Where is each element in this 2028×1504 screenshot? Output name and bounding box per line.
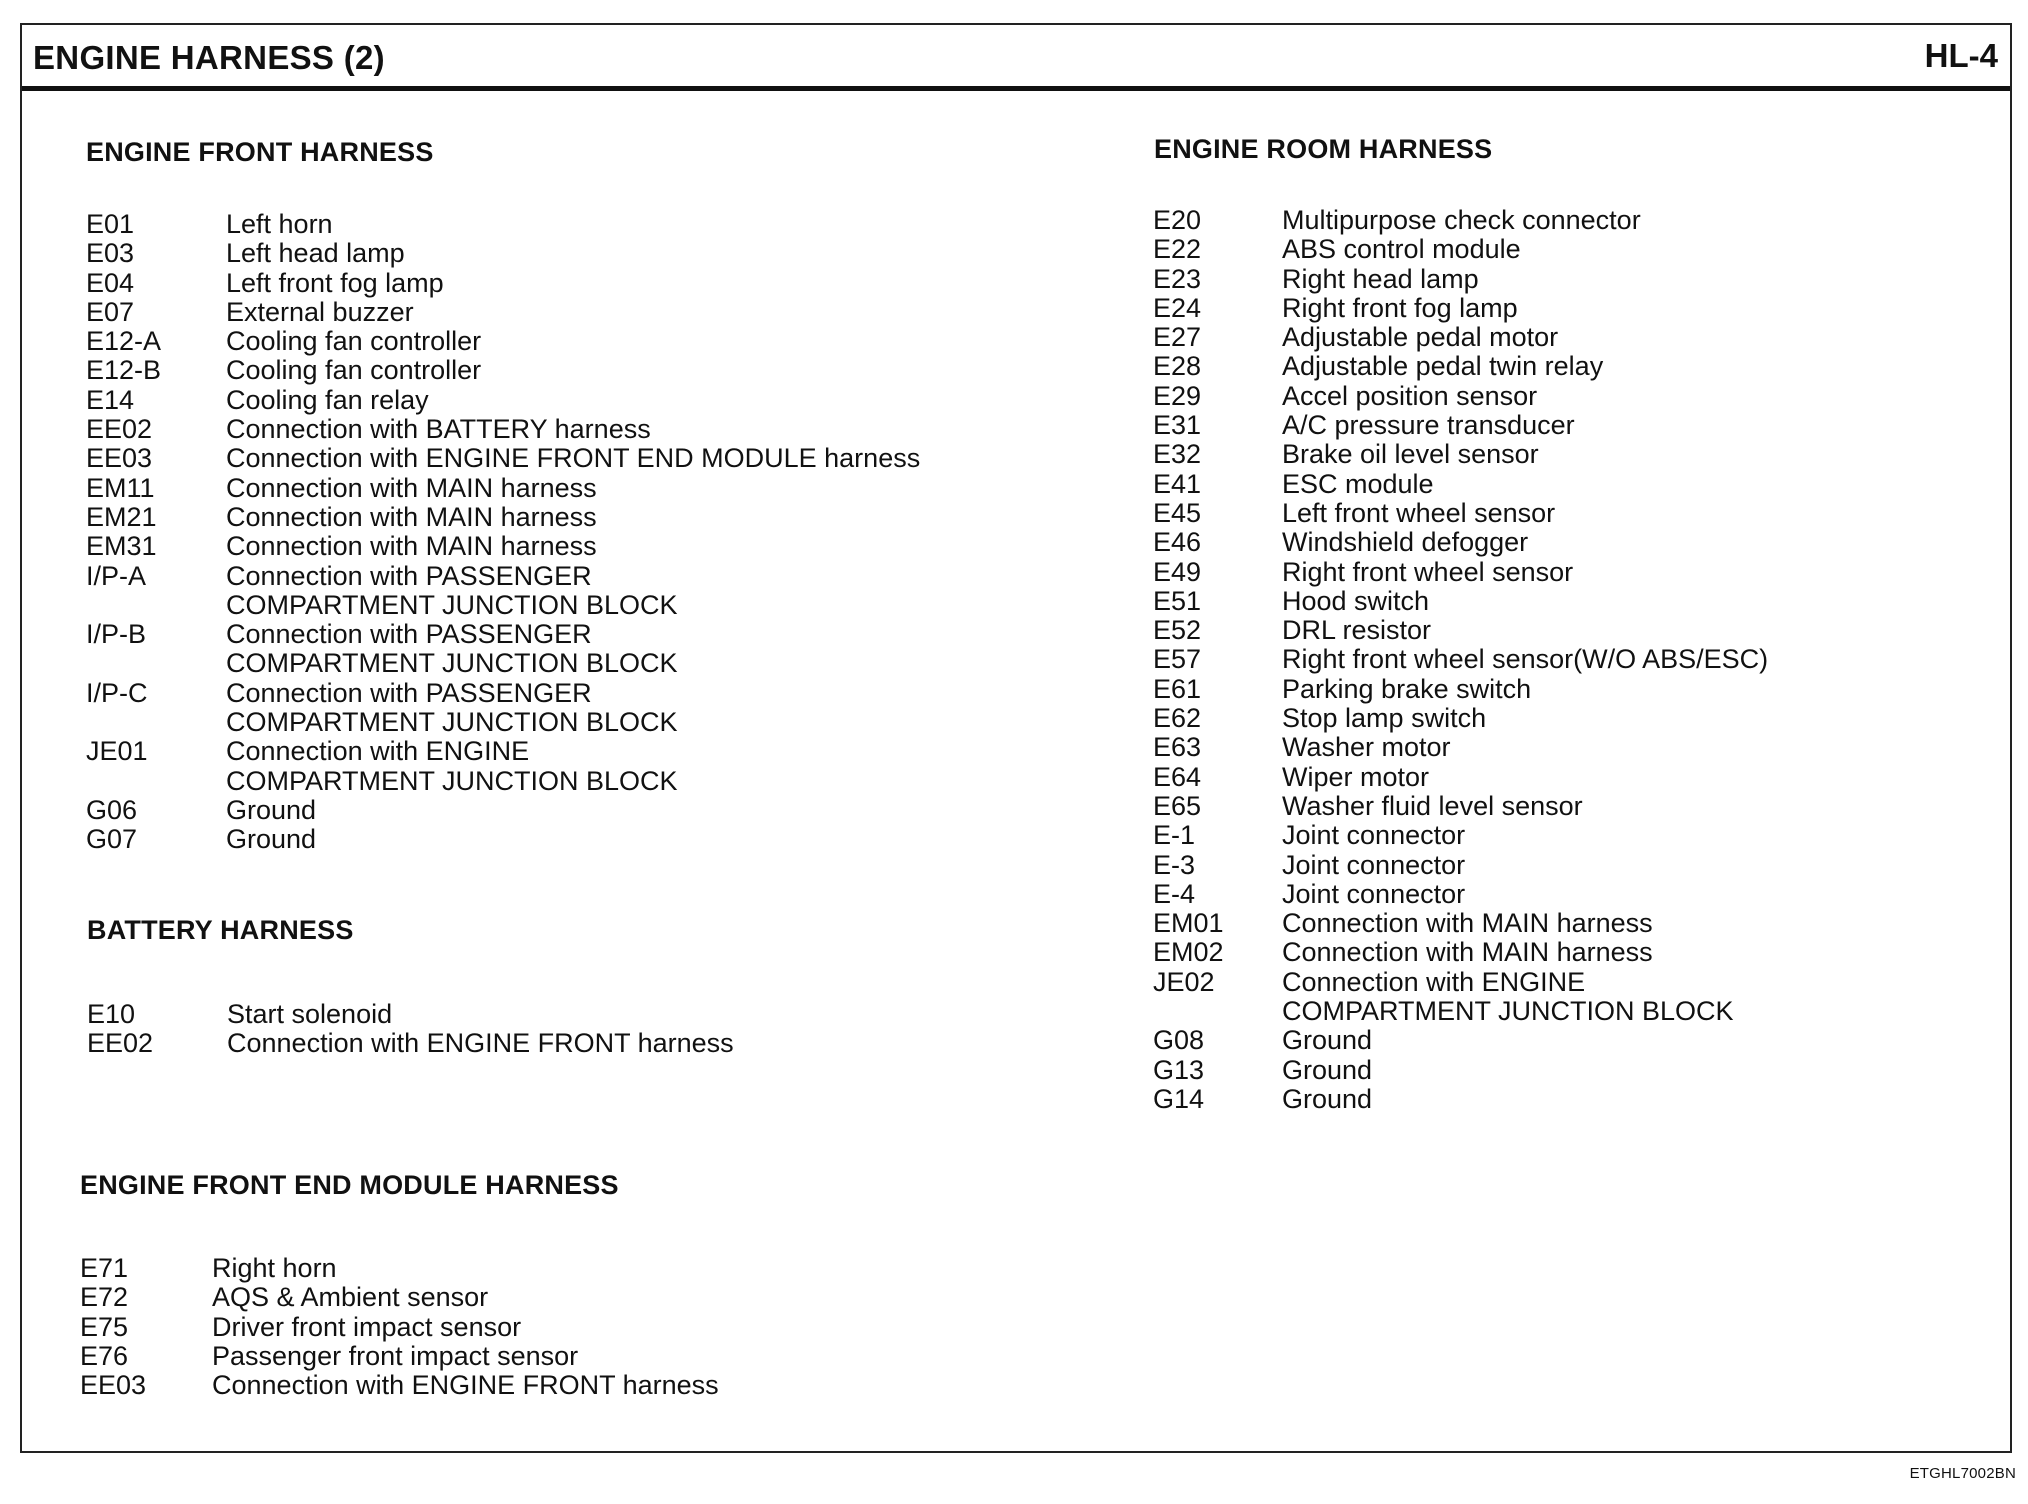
connector-code: E20	[1153, 205, 1202, 235]
connector-description: Connection with ENGINE FRONT harness	[212, 1370, 719, 1401]
connector-row	[1153, 499, 1993, 528]
connector-description: Left horn	[226, 209, 333, 239]
connector-row	[87, 1029, 1087, 1058]
connector-row	[86, 327, 1086, 356]
connector-description: Driver front impact sensor	[212, 1311, 522, 1342]
connector-description: Washer fluid level sensor	[1282, 790, 1583, 821]
connector-description: Ground	[1282, 1083, 1373, 1114]
connector-description: Ground	[1282, 1025, 1373, 1056]
connector-row	[1153, 821, 1993, 850]
section-title-engine-front: ENGINE FRONT HARNESS	[86, 137, 434, 167]
connector-description: Adjustable pedal motor	[1282, 322, 1559, 353]
connector-description: Connection with MAIN harness	[226, 501, 597, 532]
connector-row	[80, 1254, 1080, 1283]
connector-code: E49	[1153, 556, 1202, 587]
connector-code: E12-A	[86, 326, 162, 357]
connector-description: Cooling fan controller	[226, 326, 482, 357]
connector-description: Passenger front impact sensor	[212, 1340, 579, 1371]
connector-code: G13	[1153, 1054, 1205, 1085]
connector-description: DRL resistor	[1282, 615, 1432, 646]
connector-description: Connection with PASSENGER COMPARTMENT JUNCTION BLOCK	[226, 619, 678, 679]
connector-description: Right front fog lamp	[1282, 292, 1518, 323]
connector-row	[86, 532, 1086, 561]
connector-row	[80, 1371, 1080, 1400]
connector-code: E29	[1153, 380, 1202, 411]
page-code: HL-4	[1924, 37, 1998, 74]
connector-code: E46	[1153, 527, 1202, 558]
connector-code: E64	[1153, 761, 1202, 792]
connector-row	[1153, 470, 1993, 499]
connector-row	[1153, 675, 1993, 704]
connector-code: E07	[86, 296, 135, 327]
connector-list-engine-front	[86, 210, 1086, 855]
connector-code: G08	[1153, 1025, 1205, 1056]
connector-description: Multipurpose check connector	[1282, 205, 1641, 235]
connector-description: Connection with ENGINE COMPARTMENT JUNCTION BLOCK	[1282, 966, 1734, 1027]
connector-code: E23	[1153, 263, 1202, 294]
page-title: ENGINE HARNESS (2)	[33, 39, 385, 76]
connector-code: E57	[1153, 644, 1202, 675]
connector-description: Connection with PASSENGER COMPARTMENT JUNCTION BLOCK	[226, 677, 678, 738]
connector-list-front-end-module	[80, 1254, 1080, 1400]
connector-code: E-4	[1153, 878, 1196, 909]
connector-code: I/P-A	[86, 560, 147, 591]
connector-row	[1153, 704, 1993, 733]
connector-description: Left front fog lamp	[226, 267, 444, 298]
connector-description: Windshield defogger	[1282, 527, 1529, 558]
connector-description: Ground	[1282, 1054, 1373, 1085]
connector-description: Ground	[226, 824, 317, 855]
connector-description: Left head lamp	[226, 238, 405, 269]
connector-row	[86, 620, 1086, 679]
connector-code: JE02	[1153, 966, 1215, 997]
connector-code: EE03	[86, 443, 153, 474]
connector-description: Brake oil level sensor	[1282, 439, 1539, 470]
connector-row	[1153, 382, 1993, 411]
connector-row	[1153, 265, 1993, 294]
connector-code: E76	[80, 1340, 129, 1371]
connector-description: Connection with MAIN harness	[226, 531, 597, 562]
connector-description: Connection with ENGINE COMPARTMENT JUNCTION BLOCK	[226, 736, 678, 796]
connector-code: E12-B	[86, 355, 162, 386]
connector-code: EE02	[87, 1028, 154, 1059]
connector-description: Right head lamp	[1282, 263, 1479, 294]
connector-row	[87, 1000, 1087, 1029]
connector-description: External buzzer	[226, 296, 414, 327]
connector-row	[1153, 763, 1993, 792]
connector-description: Parking brake switch	[1282, 673, 1532, 704]
connector-description: Adjustable pedal twin relay	[1282, 351, 1604, 382]
connector-code: JE01	[86, 736, 148, 767]
connector-row	[86, 386, 1086, 415]
connector-row	[86, 269, 1086, 298]
connector-row	[1153, 587, 1993, 616]
connector-description: Hood switch	[1282, 585, 1430, 616]
connector-row	[86, 298, 1086, 327]
connector-description: Start solenoid	[227, 999, 393, 1029]
connector-row	[80, 1342, 1080, 1371]
connector-code: E10	[87, 999, 136, 1029]
connector-description: Cooling fan controller	[226, 355, 482, 386]
connector-code: E72	[80, 1282, 129, 1313]
connector-description: Connection with PASSENGER COMPARTMENT JUNCTION BLOCK	[226, 560, 678, 620]
connector-code: E75	[80, 1311, 129, 1342]
connector-code: I/P-B	[86, 619, 147, 650]
connector-code: EE03	[80, 1370, 147, 1401]
connector-row	[1153, 1026, 1993, 1055]
connector-description: Right front wheel sensor	[1282, 556, 1574, 587]
connector-description: Left front wheel sensor	[1282, 497, 1556, 528]
connector-row	[86, 239, 1086, 268]
connector-row	[1153, 733, 1993, 762]
connector-description: Joint connector	[1282, 820, 1466, 851]
connector-row	[86, 444, 1086, 473]
connector-row	[1153, 851, 1993, 880]
connector-row	[1153, 528, 1993, 557]
connector-row	[86, 210, 1086, 239]
connector-description: Stop lamp switch	[1282, 703, 1487, 734]
connector-code: G07	[86, 824, 138, 855]
connector-description: Right horn	[212, 1253, 337, 1283]
connector-row	[1153, 909, 1993, 938]
connector-row	[80, 1313, 1080, 1342]
connector-row	[1153, 440, 1993, 469]
connector-description: Connection with MAIN harness	[1282, 937, 1653, 968]
connector-code: G06	[86, 794, 138, 825]
connector-row	[1153, 645, 1993, 674]
connector-description: AQS & Ambient sensor	[212, 1282, 489, 1313]
connector-description: Ground	[226, 794, 317, 825]
connector-description: Accel position sensor	[1282, 380, 1538, 411]
connector-code: EM31	[86, 531, 157, 562]
connector-description: Cooling fan relay	[226, 384, 429, 415]
connector-code: E27	[1153, 322, 1202, 353]
connector-description: Connection with MAIN harness	[1282, 908, 1653, 939]
connector-row	[1153, 968, 1993, 1027]
connector-description: Joint connector	[1282, 878, 1466, 909]
section-title-engine-room: ENGINE ROOM HARNESS	[1154, 134, 1493, 164]
connector-code: E52	[1153, 615, 1202, 646]
connector-row	[86, 503, 1086, 532]
connector-list-battery	[87, 1000, 1087, 1059]
connector-code: E71	[80, 1253, 129, 1283]
connector-row	[86, 415, 1086, 444]
connector-description: ESC module	[1282, 468, 1434, 499]
connector-code: E31	[1153, 410, 1202, 441]
connector-row	[1153, 616, 1993, 645]
footer-reference-code: ETGHL7002BN	[1909, 1465, 2016, 1482]
connector-description: Right front wheel sensor(W/O ABS/ESC)	[1282, 644, 1769, 675]
connector-code: E-3	[1153, 849, 1196, 880]
connector-code: EM21	[86, 501, 157, 532]
connector-row	[1153, 294, 1993, 323]
connector-description: Connection with ENGINE FRONT harness	[227, 1028, 734, 1059]
connector-code: E-1	[1153, 820, 1196, 851]
connector-code: I/P-C	[86, 677, 148, 708]
connector-row	[86, 737, 1086, 796]
connector-description: Connection with MAIN harness	[226, 472, 597, 503]
connector-description: A/C pressure transducer	[1282, 410, 1575, 441]
connector-row	[86, 356, 1086, 385]
connector-code: EM11	[86, 472, 155, 503]
connector-code: E28	[1153, 351, 1202, 382]
connector-code: EM02	[1153, 937, 1224, 968]
connector-row	[86, 474, 1086, 503]
connector-list-engine-room	[1153, 206, 1993, 1114]
connector-row	[1153, 558, 1993, 587]
connector-code: E14	[86, 384, 135, 415]
connector-code: E41	[1153, 468, 1202, 499]
connector-code: E22	[1153, 234, 1202, 265]
connector-row	[86, 825, 1086, 854]
connector-row	[1153, 880, 1993, 909]
section-title-front-end-module: ENGINE FRONT END MODULE HARNESS	[80, 1170, 619, 1200]
connector-code: E62	[1153, 703, 1202, 734]
connector-code: E24	[1153, 292, 1202, 323]
connector-row	[1153, 792, 1993, 821]
connector-code: EM01	[1153, 908, 1224, 939]
connector-code: E65	[1153, 790, 1202, 821]
connector-row	[86, 562, 1086, 621]
connector-code: E03	[86, 238, 135, 269]
connector-row	[1153, 323, 1993, 352]
section-title-battery: BATTERY HARNESS	[87, 915, 354, 945]
connector-row	[1153, 352, 1993, 381]
connector-code: E04	[86, 267, 135, 298]
connector-description: Connection with ENGINE FRONT END MODULE harness	[226, 443, 921, 474]
connector-row	[80, 1283, 1080, 1312]
connector-description: Joint connector	[1282, 849, 1466, 880]
connector-code: E51	[1153, 585, 1202, 616]
connector-row	[1153, 1056, 1993, 1085]
connector-description: ABS control module	[1282, 234, 1521, 265]
connector-row	[86, 796, 1086, 825]
connector-row	[1153, 206, 1993, 235]
connector-code: E63	[1153, 732, 1202, 763]
connector-row	[1153, 938, 1993, 967]
connector-code: E45	[1153, 497, 1202, 528]
connector-row	[1153, 235, 1993, 264]
connector-row	[1153, 1085, 1993, 1114]
connector-code: EE02	[86, 414, 153, 445]
connector-row	[86, 679, 1086, 738]
connector-code: E01	[86, 209, 135, 239]
connector-description: Connection with BATTERY harness	[226, 414, 651, 445]
connector-code: E61	[1153, 673, 1202, 704]
page-header	[22, 25, 2010, 91]
connector-description: Washer motor	[1282, 732, 1451, 763]
connector-code: E32	[1153, 439, 1202, 470]
connector-code: G14	[1153, 1083, 1205, 1114]
connector-description: Wiper motor	[1282, 761, 1430, 792]
connector-row	[1153, 411, 1993, 440]
